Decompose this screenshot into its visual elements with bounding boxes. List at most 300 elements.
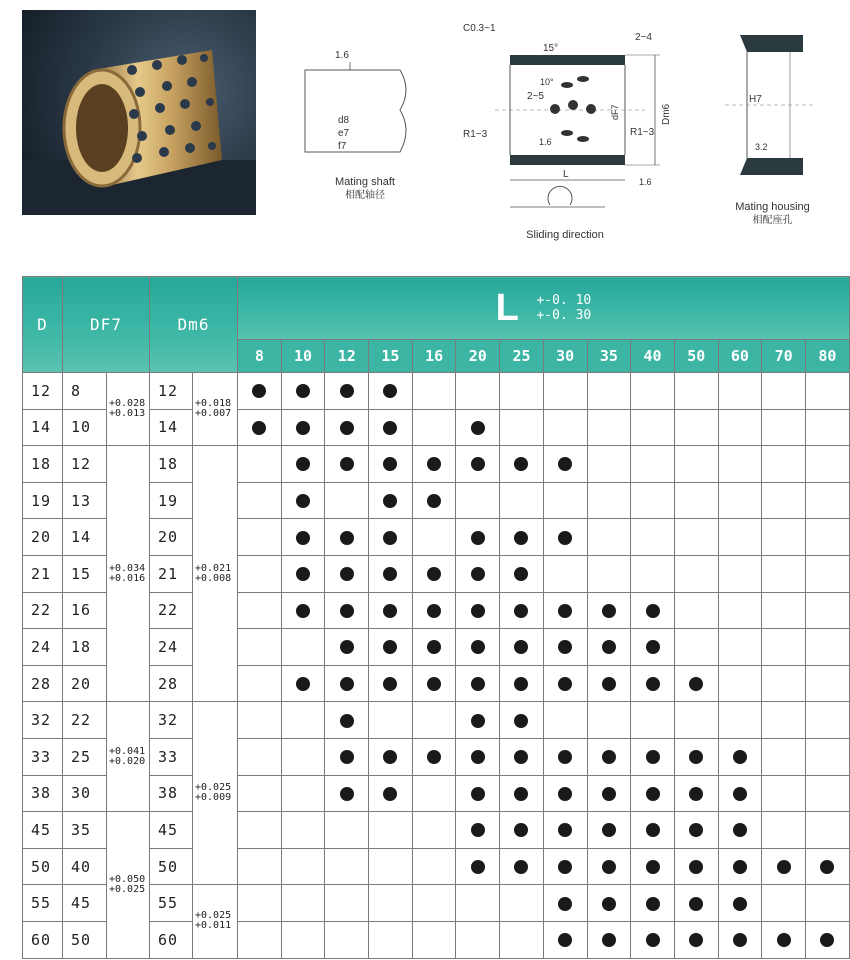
length-cell-30 (543, 848, 587, 885)
length-cell-25 (500, 885, 544, 922)
length-cell-30 (543, 482, 587, 519)
length-cell-15 (369, 555, 413, 592)
range-2-5-label: 2~5 (527, 91, 544, 102)
table-row (23, 812, 850, 849)
length-cell-10 (281, 592, 325, 629)
availability-dot-icon (340, 787, 354, 801)
length-cell-35 (587, 665, 631, 702)
availability-dot-icon (820, 933, 834, 947)
length-cell-12 (325, 409, 369, 446)
availability-dot-icon (296, 604, 310, 618)
length-cell-35 (587, 519, 631, 556)
length-cell-8 (238, 702, 282, 739)
length-cell-20 (456, 885, 500, 922)
length-header-80: 80 (805, 340, 849, 373)
length-cell-35 (587, 482, 631, 519)
availability-dot-icon (340, 384, 354, 398)
outer-d-cell: 33 (23, 738, 63, 775)
length-cell-70 (762, 446, 806, 483)
length-cell-60 (718, 665, 762, 702)
roughness-inner-label: 1.6 (539, 137, 552, 147)
availability-dot-icon (602, 823, 616, 837)
length-cell-30 (543, 921, 587, 958)
table-row (23, 446, 850, 483)
length-cell-30 (543, 885, 587, 922)
length-cell-8 (238, 629, 282, 666)
dm6-cell: 38 (150, 775, 193, 812)
length-cell-10 (281, 921, 325, 958)
length-cell-35 (587, 812, 631, 849)
header-length-tolerance (536, 293, 591, 323)
availability-dot-icon (646, 640, 660, 654)
length-cell-40 (631, 519, 675, 556)
availability-dot-icon (471, 567, 485, 581)
length-cell-30 (543, 775, 587, 812)
availability-dot-icon (296, 494, 310, 508)
length-cell-10 (281, 775, 325, 812)
availability-dot-icon (383, 567, 397, 581)
availability-dot-icon (558, 750, 572, 764)
dm6-cell: 55 (150, 885, 193, 922)
length-cell-35 (587, 848, 631, 885)
length-cell-40 (631, 665, 675, 702)
length-cell-8 (238, 446, 282, 483)
availability-dot-icon (733, 897, 747, 911)
availability-dot-icon (646, 933, 660, 947)
length-cell-60 (718, 629, 762, 666)
mating-housing-diagram (725, 30, 815, 180)
length-cell-80 (805, 848, 849, 885)
outer-d-cell: 28 (23, 665, 63, 702)
dm6-cell: 60 (150, 921, 193, 958)
length-cell-35 (587, 702, 631, 739)
length-cell-10 (281, 482, 325, 519)
length-header-30: 30 (543, 340, 587, 373)
availability-dot-icon (471, 531, 485, 545)
availability-dot-icon (558, 640, 572, 654)
dm6-cell: 14 (150, 409, 193, 446)
inner-d-cell: 35 (63, 812, 107, 849)
dm6-cell: 22 (150, 592, 193, 629)
availability-dot-icon (602, 677, 616, 691)
dm6-tolerance-cell: +0.018 +0.007 (193, 373, 238, 446)
length-cell-50 (674, 665, 718, 702)
outer-d-cell: 55 (23, 885, 63, 922)
availability-dot-icon (733, 933, 747, 947)
length-cell-40 (631, 409, 675, 446)
length-cell-8 (238, 555, 282, 592)
header-d: D (23, 277, 63, 373)
length-cell-25 (500, 738, 544, 775)
length-cell-40 (631, 482, 675, 519)
availability-dot-icon (471, 640, 485, 654)
availability-dot-icon (383, 604, 397, 618)
length-cell-50 (674, 373, 718, 410)
length-cell-30 (543, 665, 587, 702)
length-cell-70 (762, 775, 806, 812)
availability-dot-icon (689, 787, 703, 801)
length-cell-10 (281, 446, 325, 483)
availability-dot-icon (514, 604, 528, 618)
length-cell-25 (500, 446, 544, 483)
length-cell-70 (762, 482, 806, 519)
length-cell-12 (325, 373, 369, 410)
length-cell-40 (631, 738, 675, 775)
length-cell-30 (543, 629, 587, 666)
length-cell-35 (587, 885, 631, 922)
availability-dot-icon (471, 714, 485, 728)
availability-dot-icon (777, 933, 791, 947)
length-cell-8 (238, 885, 282, 922)
length-cell-80 (805, 738, 849, 775)
length-cell-8 (238, 592, 282, 629)
availability-dot-icon (514, 823, 528, 837)
length-cell-80 (805, 446, 849, 483)
availability-dot-icon (252, 384, 266, 398)
length-cell-16 (412, 921, 456, 958)
length-cell-70 (762, 921, 806, 958)
length-cell-12 (325, 519, 369, 556)
housing-caption-en: Mating housing (735, 201, 810, 213)
housing-roughness-label: 3.2 (755, 142, 768, 152)
length-cell-80 (805, 409, 849, 446)
outer-d-cell: 60 (23, 921, 63, 958)
length-cell-60 (718, 812, 762, 849)
length-cell-16 (412, 409, 456, 446)
length-cell-80 (805, 665, 849, 702)
availability-dot-icon (602, 604, 616, 618)
availability-dot-icon (646, 750, 660, 764)
bushing-section-diagram (455, 15, 695, 215)
length-cell-25 (500, 702, 544, 739)
availability-dot-icon (427, 677, 441, 691)
outer-d-cell: 18 (23, 446, 63, 483)
availability-dot-icon (689, 933, 703, 947)
length-cell-50 (674, 592, 718, 629)
size-availability-table (22, 276, 850, 959)
availability-dot-icon (383, 531, 397, 545)
availability-dot-icon (383, 750, 397, 764)
length-cell-16 (412, 775, 456, 812)
length-cell-60 (718, 409, 762, 446)
df7-tolerance-cell: +0.028 +0.013 (107, 373, 150, 446)
length-cell-80 (805, 592, 849, 629)
availability-dot-icon (383, 421, 397, 435)
length-cell-30 (543, 409, 587, 446)
length-cell-30 (543, 519, 587, 556)
dm6-cell: 28 (150, 665, 193, 702)
dm6-label: Dm6 (661, 103, 672, 125)
housing-fit-label: H7 (749, 94, 762, 105)
length-tol-plus: +-0. 10 (536, 293, 592, 308)
length-cell-12 (325, 738, 369, 775)
length-cell-10 (281, 519, 325, 556)
availability-dot-icon (383, 640, 397, 654)
length-cell-15 (369, 409, 413, 446)
length-cell-16 (412, 555, 456, 592)
shaft-fit-e7: e7 (338, 128, 350, 139)
length-cell-35 (587, 921, 631, 958)
length-cell-25 (500, 519, 544, 556)
inner-d-cell: 13 (63, 482, 107, 519)
length-cell-12 (325, 482, 369, 519)
availability-dot-icon (427, 750, 441, 764)
length-header-25: 25 (500, 340, 544, 373)
availability-dot-icon (646, 823, 660, 837)
length-cell-50 (674, 848, 718, 885)
inner-d-cell: 10 (63, 409, 107, 446)
inner-d-cell: 15 (63, 555, 107, 592)
sliding-direction-caption: Sliding direction (526, 229, 604, 241)
availability-dot-icon (471, 787, 485, 801)
length-cell-60 (718, 775, 762, 812)
length-cell-15 (369, 775, 413, 812)
length-header-40: 40 (631, 340, 675, 373)
length-cell-20 (456, 592, 500, 629)
length-cell-70 (762, 409, 806, 446)
length-cell-15 (369, 812, 413, 849)
length-cell-25 (500, 848, 544, 885)
length-cell-16 (412, 885, 456, 922)
availability-dot-icon (646, 677, 660, 691)
length-cell-70 (762, 373, 806, 410)
length-cell-50 (674, 409, 718, 446)
availability-dot-icon (558, 604, 572, 618)
length-cell-8 (238, 665, 282, 702)
availability-dot-icon (340, 640, 354, 654)
length-cell-10 (281, 409, 325, 446)
length-cell-25 (500, 409, 544, 446)
length-cell-20 (456, 775, 500, 812)
size-table-body (23, 373, 850, 959)
length-cell-40 (631, 629, 675, 666)
length-cell-20 (456, 665, 500, 702)
length-header-12: 12 (325, 340, 369, 373)
length-cell-50 (674, 482, 718, 519)
length-cell-50 (674, 446, 718, 483)
availability-dot-icon (689, 860, 703, 874)
length-cell-60 (718, 885, 762, 922)
dm6-cell: 50 (150, 848, 193, 885)
length-cell-16 (412, 812, 456, 849)
availability-dot-icon (689, 897, 703, 911)
length-cell-12 (325, 592, 369, 629)
availability-dot-icon (340, 677, 354, 691)
length-header-70: 70 (762, 340, 806, 373)
availability-dot-icon (471, 677, 485, 691)
length-cell-15 (369, 702, 413, 739)
availability-dot-icon (558, 823, 572, 837)
inner-d-cell: 30 (63, 775, 107, 812)
outer-d-cell: 14 (23, 409, 63, 446)
length-cell-20 (456, 702, 500, 739)
length-cell-35 (587, 373, 631, 410)
header-length (238, 277, 850, 340)
availability-dot-icon (689, 823, 703, 837)
length-cell-70 (762, 738, 806, 775)
length-cell-80 (805, 482, 849, 519)
rotation-arrow-icon (548, 186, 572, 205)
availability-dot-icon (340, 714, 354, 728)
length-cell-12 (325, 921, 369, 958)
outer-d-cell: 21 (23, 555, 63, 592)
length-cell-60 (718, 446, 762, 483)
length-header-20: 20 (456, 340, 500, 373)
length-cell-35 (587, 775, 631, 812)
length-cell-12 (325, 848, 369, 885)
availability-dot-icon (514, 640, 528, 654)
length-cell-80 (805, 775, 849, 812)
df7-tolerance-cell: +0.034 +0.016 (107, 446, 150, 702)
length-cell-60 (718, 519, 762, 556)
outer-d-cell: 19 (23, 482, 63, 519)
shaft-caption (320, 175, 410, 203)
availability-dot-icon (646, 897, 660, 911)
availability-dot-icon (340, 604, 354, 618)
chamfer-label: C0.3~1 (463, 23, 496, 34)
shaft-roughness: 1.6 (335, 50, 349, 61)
availability-dot-icon (558, 860, 572, 874)
length-cell-70 (762, 665, 806, 702)
length-cell-70 (762, 592, 806, 629)
availability-dot-icon (427, 567, 441, 581)
length-cell-10 (281, 373, 325, 410)
availability-dot-icon (602, 750, 616, 764)
length-cell-8 (238, 373, 282, 410)
availability-dot-icon (296, 384, 310, 398)
length-cell-16 (412, 629, 456, 666)
outer-d-cell: 22 (23, 592, 63, 629)
availability-dot-icon (558, 897, 572, 911)
length-cell-60 (718, 555, 762, 592)
length-cell-25 (500, 592, 544, 629)
availability-dot-icon (427, 640, 441, 654)
length-cell-15 (369, 665, 413, 702)
length-cell-12 (325, 702, 369, 739)
length-cell-20 (456, 373, 500, 410)
availability-dot-icon (296, 567, 310, 581)
availability-dot-icon (514, 457, 528, 471)
length-cell-50 (674, 738, 718, 775)
availability-dot-icon (340, 457, 354, 471)
length-cell-50 (674, 921, 718, 958)
angle-10-label: 10° (540, 77, 554, 87)
availability-dot-icon (602, 640, 616, 654)
availability-dot-icon (471, 421, 485, 435)
inner-d-cell: 8 (63, 373, 107, 410)
availability-dot-icon (383, 457, 397, 471)
availability-dot-icon (558, 531, 572, 545)
radius-right-label: R1~3 (630, 127, 655, 138)
dm6-tolerance-cell: +0.025 +0.011 (193, 885, 238, 958)
length-cell-8 (238, 738, 282, 775)
length-cell-16 (412, 446, 456, 483)
length-cell-30 (543, 738, 587, 775)
availability-dot-icon (427, 494, 441, 508)
availability-dot-icon (733, 750, 747, 764)
outer-d-cell: 45 (23, 812, 63, 849)
dm6-cell: 33 (150, 738, 193, 775)
length-cell-25 (500, 921, 544, 958)
length-cell-70 (762, 519, 806, 556)
length-cell-10 (281, 555, 325, 592)
length-cell-15 (369, 738, 413, 775)
availability-dot-icon (558, 787, 572, 801)
availability-dot-icon (602, 860, 616, 874)
length-cell-20 (456, 812, 500, 849)
housing-caption (725, 200, 820, 228)
length-cell-30 (543, 702, 587, 739)
availability-dot-icon (383, 494, 397, 508)
length-cell-70 (762, 885, 806, 922)
length-cell-10 (281, 738, 325, 775)
length-cell-60 (718, 373, 762, 410)
df7-label: dF7 (610, 104, 620, 120)
dm6-cell: 45 (150, 812, 193, 849)
length-cell-40 (631, 555, 675, 592)
length-cell-16 (412, 519, 456, 556)
length-cell-40 (631, 775, 675, 812)
length-cell-35 (587, 409, 631, 446)
availability-dot-icon (689, 750, 703, 764)
length-cell-30 (543, 555, 587, 592)
availability-dot-icon (296, 421, 310, 435)
header-dm6: Dm6 (150, 277, 238, 373)
length-cell-80 (805, 921, 849, 958)
availability-dot-icon (296, 531, 310, 545)
length-header-50: 50 (674, 340, 718, 373)
length-cell-35 (587, 555, 631, 592)
length-cell-15 (369, 482, 413, 519)
availability-dot-icon (514, 787, 528, 801)
length-header-10: 10 (281, 340, 325, 373)
length-cell-50 (674, 555, 718, 592)
length-cell-16 (412, 373, 456, 410)
header-row-1 (23, 277, 850, 340)
dm6-cell: 20 (150, 519, 193, 556)
length-cell-40 (631, 885, 675, 922)
length-cell-12 (325, 629, 369, 666)
shaft-fit-d8: d8 (338, 115, 350, 126)
length-cell-60 (718, 702, 762, 739)
length-cell-50 (674, 812, 718, 849)
range-2-4-label: 2~4 (635, 32, 652, 43)
length-cell-16 (412, 665, 456, 702)
length-cell-10 (281, 848, 325, 885)
inner-d-cell: 50 (63, 921, 107, 958)
length-cell-25 (500, 665, 544, 702)
length-cell-40 (631, 812, 675, 849)
dm6-cell: 12 (150, 373, 193, 410)
product-photo (22, 10, 256, 215)
availability-dot-icon (514, 677, 528, 691)
length-cell-8 (238, 848, 282, 885)
length-cell-8 (238, 921, 282, 958)
length-cell-70 (762, 629, 806, 666)
shaft-caption-cn: 相配轴径 (345, 190, 385, 201)
length-cell-16 (412, 702, 456, 739)
availability-dot-icon (252, 421, 266, 435)
availability-dot-icon (602, 787, 616, 801)
length-cell-25 (500, 482, 544, 519)
dm6-cell: 18 (150, 446, 193, 483)
availability-dot-icon (733, 823, 747, 837)
length-cell-70 (762, 702, 806, 739)
length-cell-80 (805, 812, 849, 849)
size-table-wrapper (22, 276, 839, 959)
length-cell-20 (456, 519, 500, 556)
length-cell-25 (500, 775, 544, 812)
